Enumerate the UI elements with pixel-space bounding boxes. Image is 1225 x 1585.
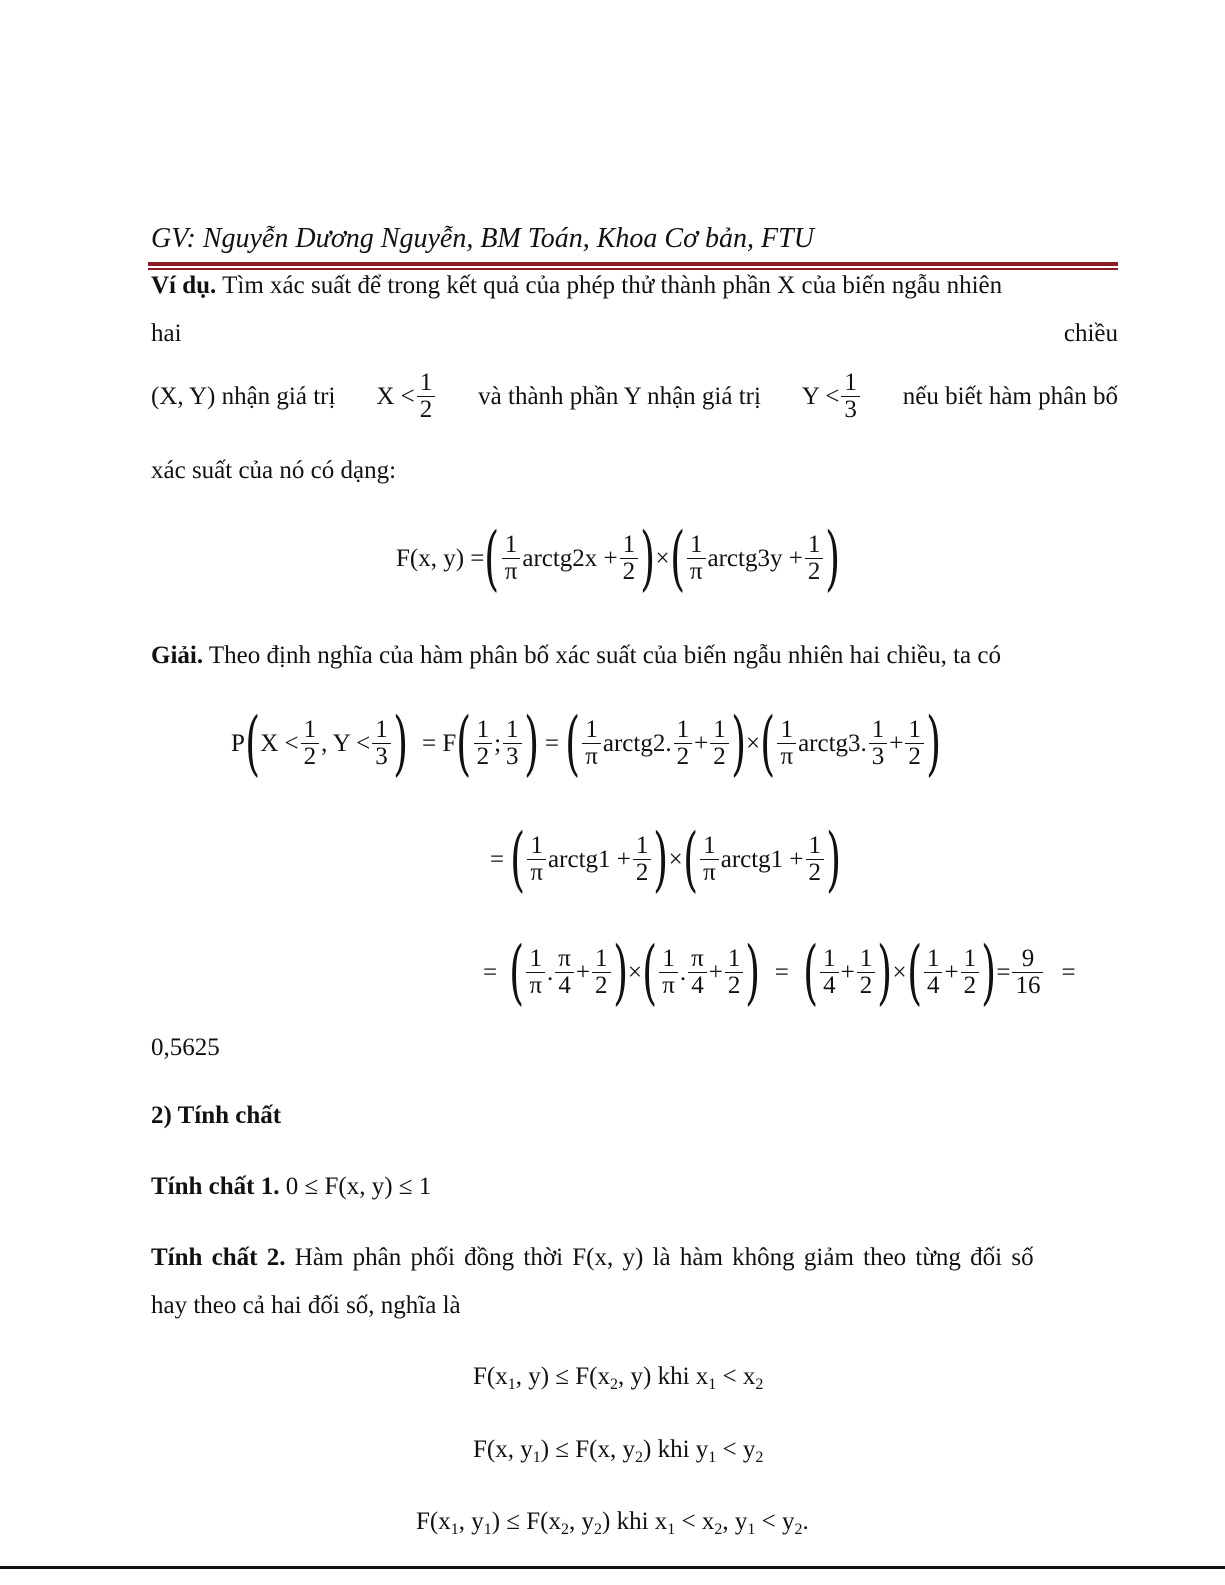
- example-text-3c: nếu biết hàm phân bố: [902, 382, 1118, 410]
- header-rule: [148, 262, 1118, 266]
- example-line-4: xác suất của nó có dạng:: [151, 457, 397, 484]
- condition-x: X < $\frac{1}{2}$: [376, 370, 437, 424]
- result-value: 0,5625: [151, 1034, 220, 1061]
- example-text-2b: chiều: [1063, 320, 1118, 347]
- condition-y: Y < $\frac{1}{3}$: [802, 370, 862, 424]
- solution-label: Giải.: [151, 642, 204, 669]
- solution-line: Giải. Theo định nghĩa của hàm phân bố xác suất của biến ngẫu nhiên hai chiều, ta có: [151, 642, 1001, 669]
- header-rule-thin: [148, 268, 1118, 270]
- example-line-1: [151, 272, 1118, 300]
- example-text-1: Tìm xác suất để trong kết quả của phép thử thành phần X của biến ngẫu nhiên: [222, 272, 1003, 299]
- section-heading: 2) Tính chất: [151, 1102, 282, 1129]
- property-1: Tính chất 1. 0 ≤ F(x, y) ≤ 1: [151, 1173, 432, 1200]
- equation-1: P ( X < $\frac{1}{2}$ , Y < $\frac{1}{3}$ ) = F ( $\frac{1}{2}$ ; $\frac{1}{3}$ ) = ( $\frac{1}{\pi}$ arctg2. $\frac{1}{2}$ + $\frac{1}{2}$ ) × ( $\frac{1}{\pi}$ arctg3. $\frac{1}{3}$ + $\frac{1}{2}$ ): [231, 702, 942, 784]
- page-header: GV: Nguyễn Dương Nguyễn, BM Toán, Khoa Cơ bản, FTU: [151, 223, 814, 254]
- example-line-2: [151, 320, 1118, 348]
- example-text-2a: hai: [151, 320, 182, 347]
- inequality-3: $F(x_1$, $y_1) \le F(x_2$, $y_2$) khi $x_1 < x_2$, $y_1 < y_2$.: [416, 1508, 809, 1538]
- property-2-line-1: Tính chất 2. Hàm phân phối đồng thời F(x, y) là hàm không giảm theo từng đối số: [151, 1244, 1034, 1271]
- inequality-2: F(x, $y_1) \le F(x$, $y_2$) khi $y_1 < y_2$: [473, 1436, 764, 1466]
- example-text-3b: và thành phần Y nhận giá trị: [478, 382, 761, 410]
- example-label: Ví dụ.: [151, 272, 217, 299]
- formula-F: F(x, y) = ( $\frac{1}{\pi}$ arctg2x + $\frac{1}{2}$ ) × ( $\frac{1}{\pi}$ arctg3y + $\frac{1}{2}$ ): [396, 517, 841, 599]
- example-line-3: [151, 370, 1118, 424]
- equation-2: = ( $\frac{1}{\pi}$ arctg1 + $\frac{1}{2}$ ) × ( $\frac{1}{\pi}$ arctg1 + $\frac{1}{2}$ ): [490, 818, 842, 900]
- page-bottom-border: [0, 1566, 1225, 1569]
- property-2-line-2: hay theo cả hai đối số, nghĩa là: [151, 1292, 461, 1319]
- inequality-1: $F(x_1$, $y) \le F(x_2$, y) khi $x_1 < x_2$: [473, 1363, 764, 1393]
- example-text-3a: (X, Y) nhận giá trị: [151, 382, 336, 410]
- equation-3: = ( $\frac{1}{\pi}$ . $\frac{\pi}{4}$ + $\frac{1}{2}$ ) × ( $\frac{1}{\pi}$ . $\frac{\pi}{4}$ + $\frac{1}{2}$ ) = ( $\frac{1}{4}$ + $\frac{1}{2}$ ) × ( $\frac{1}{4}$ + $\frac{1}{2}$ ) = $\frac{9}{16}$ =: [483, 931, 1076, 1013]
